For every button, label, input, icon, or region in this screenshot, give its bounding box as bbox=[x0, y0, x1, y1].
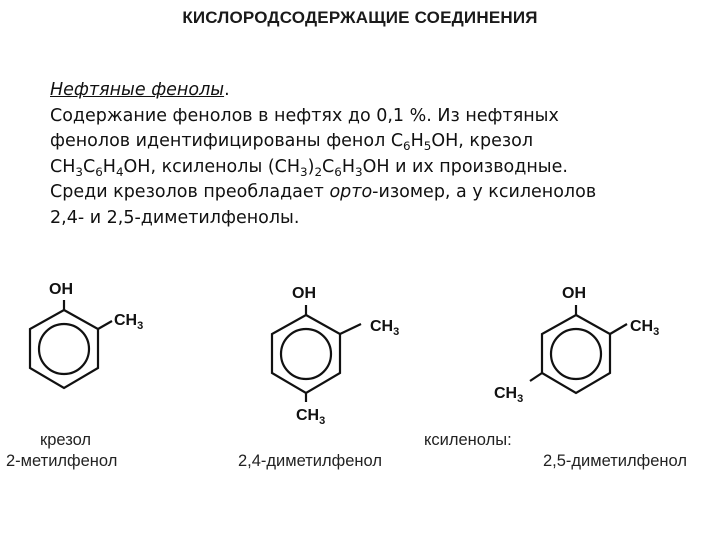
slide-title: КИСЛОРОДСОДЕРЖАЩИЕ СОЕДИНЕНИЯ bbox=[182, 8, 538, 27]
text-run: Среди крезолов преобладает bbox=[50, 182, 330, 202]
dimethylphenol-25-structure bbox=[490, 278, 690, 428]
subscript: 6 bbox=[95, 164, 103, 179]
subscript: 5 bbox=[423, 139, 432, 153]
methyl-bond bbox=[530, 373, 542, 381]
benzene-ring bbox=[542, 315, 610, 393]
text-run: Н bbox=[102, 156, 116, 177]
ortho-italic: орто bbox=[329, 182, 373, 202]
methyl-bond bbox=[340, 324, 361, 334]
ch-subscript: 3 bbox=[137, 320, 144, 332]
subtitle-period: . bbox=[224, 80, 230, 100]
paragraph-line-1 bbox=[50, 78, 690, 104]
text-run: 2,4- и 2,5-диметилфенолы. bbox=[50, 207, 300, 228]
methyl-bond bbox=[98, 321, 112, 329]
text-run: фенолов идентифицированы фенол С bbox=[50, 131, 404, 151]
paragraph-line-2 bbox=[50, 104, 690, 130]
caption-xylenols: ксиленолы: bbox=[424, 431, 512, 449]
caption-2-methylphenol: 2-метилфенол bbox=[6, 452, 118, 470]
oh-label: OH bbox=[49, 281, 73, 298]
dimethylphenol-24-structure bbox=[240, 278, 440, 428]
paragraph-line-5 bbox=[50, 180, 690, 206]
paragraph-line-4 bbox=[50, 155, 690, 181]
text-run: С bbox=[82, 156, 96, 177]
body-paragraph bbox=[50, 78, 690, 231]
methyl-label bbox=[114, 312, 143, 332]
subscript: 4 bbox=[115, 164, 124, 179]
paragraph-line-6 bbox=[50, 206, 690, 232]
methyl-label bbox=[370, 318, 399, 338]
text-run: ОН, ксиленолы (СН bbox=[123, 156, 301, 177]
text-run: -изомер, а у ксиленолов bbox=[372, 182, 597, 202]
caption-2-4-dimethylphenol: 2,4-диметилфенол bbox=[238, 452, 382, 470]
benzene-ring bbox=[30, 310, 98, 388]
ch-subscript: 3 bbox=[319, 415, 326, 427]
ch-text: CH bbox=[114, 312, 138, 329]
methyl-label bbox=[630, 318, 659, 338]
section-subtitle: Нефтяные фенолы bbox=[50, 80, 225, 100]
ch-subscript: 3 bbox=[517, 393, 524, 405]
text-run: СН bbox=[50, 156, 76, 177]
subscript: 2 bbox=[314, 164, 323, 179]
caption-2-5-dimethylphenol: 2,5-диметилфенол bbox=[543, 452, 687, 470]
methyl-label bbox=[296, 407, 325, 427]
ch-subscript: 3 bbox=[653, 326, 660, 338]
ch-subscript: 3 bbox=[393, 326, 400, 338]
subscript: 3 bbox=[355, 164, 363, 179]
text-run: Н bbox=[410, 131, 424, 151]
text-run: Н bbox=[341, 156, 355, 177]
oh-label: OH bbox=[562, 285, 586, 302]
subscript: 3 bbox=[75, 164, 83, 179]
aromatic-circle bbox=[551, 329, 601, 379]
aromatic-circle bbox=[39, 324, 89, 374]
caption-cresol: крезол bbox=[40, 431, 92, 449]
text-run: ОН и их производные. bbox=[362, 156, 568, 177]
text-run: С bbox=[322, 156, 335, 177]
ch-text: CH bbox=[630, 318, 654, 335]
text-run: Содержание фенолов в нефтях до 0,1 %. Из нефтяных bbox=[50, 105, 559, 126]
ch-text: CH bbox=[494, 385, 518, 402]
text-run: ОН, крезол bbox=[431, 131, 534, 151]
ch-text: CH bbox=[296, 407, 320, 424]
ch-text: CH bbox=[370, 318, 394, 335]
subscript: 6 bbox=[334, 164, 342, 179]
methyl-label bbox=[494, 385, 523, 405]
paragraph-line-3 bbox=[50, 129, 690, 155]
cresol-structure bbox=[0, 278, 200, 428]
subscript: 3 bbox=[300, 164, 308, 179]
oh-label: OH bbox=[292, 285, 316, 302]
text-run: ) bbox=[307, 156, 315, 177]
aromatic-circle bbox=[281, 329, 331, 379]
methyl-bond bbox=[610, 324, 627, 334]
benzene-ring bbox=[272, 315, 340, 393]
subscript: 6 bbox=[403, 139, 411, 153]
